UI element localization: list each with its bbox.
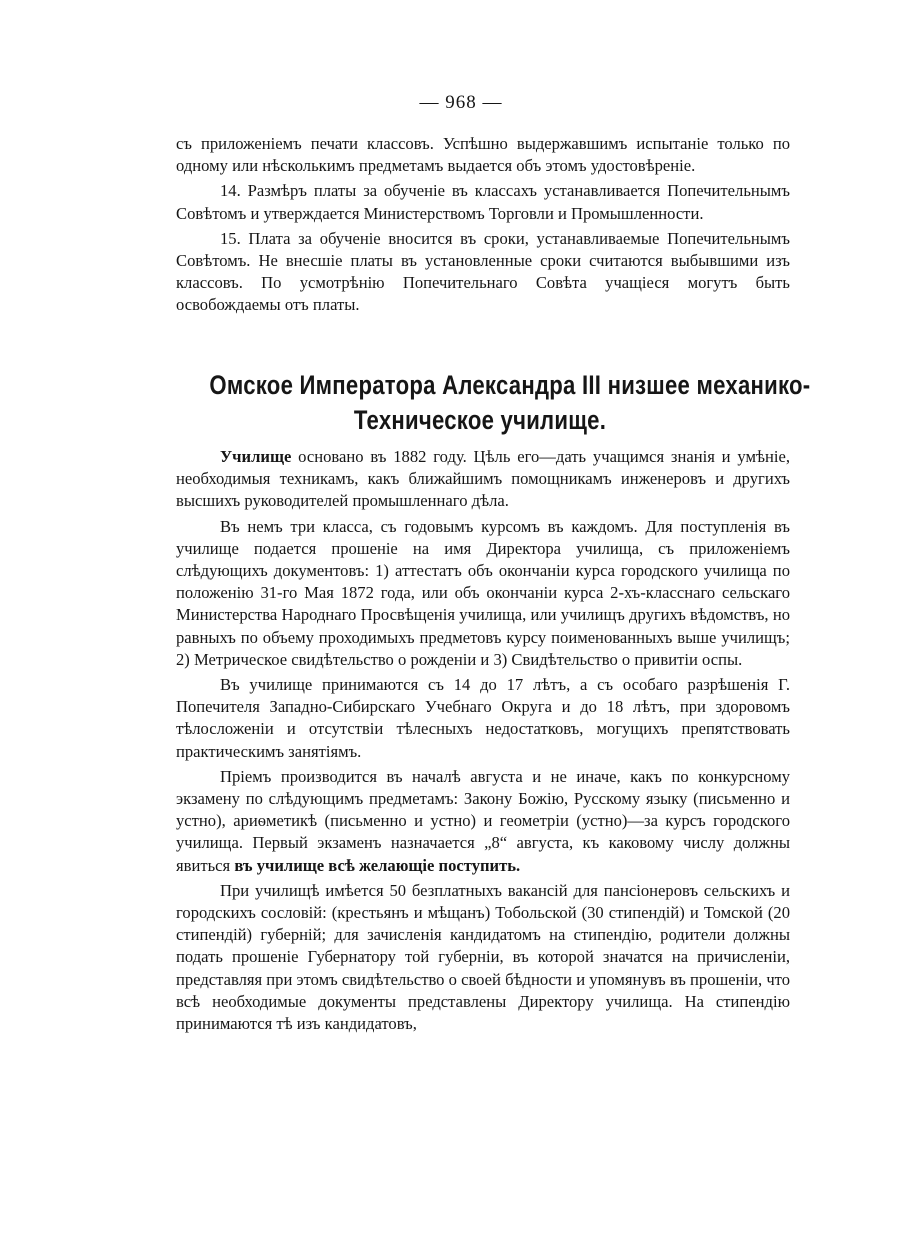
scholarships-paragraph: При училищѣ имѣется 50 безплатныхъ вакансій для пансіонеровъ сельскихъ и городскихъ сословій: (крестьянъ и мѣщанъ) Тобольской (30 стипендій) и Томской (20 стипендій) губерній; для зачисленія кандидатомъ на стипендію, родители должны подать прошеніе Губернатору той губерніи, въ которой значатся на причисленіи, представляя при этомъ свидѣтельство о своей бѣдности и упомянувъ въ прошеніи, что всѣ необходимые документы представлены Директору училища. На стипендію принимаются тѣ изъ кандидатовъ,: [176, 880, 790, 1034]
founding-paragraph: [176, 446, 790, 513]
clause-15-paragraph: 15. Плата за обученіе вносится въ сроки, устанавливаемые Попечительнымъ Совѣтомъ. Не внесшіе платы въ установленные сроки считаются выбывшими изъ классовъ. По усмотрѣнію Попечительнаго Совѣта учащіеся могутъ быть освобождаемы отъ платы.: [176, 228, 790, 315]
clause-14-paragraph: 14. Размѣръ платы за обученіе въ классахъ устанавливается Попечительнымъ Совѣтомъ и утверждается Министерствомъ Торговли и Промышленности.: [176, 181, 790, 223]
founding-lead-word: Училище: [220, 447, 292, 466]
section-heading-line-1: Омское Императора Александра III низшее механико-: [209, 370, 811, 400]
entrance-exam-emphasis: въ училище всѣ желающіе поступить.: [234, 855, 521, 875]
section-body: [176, 446, 790, 1035]
founding-text: основано въ 1882 году. Цѣль его—дать учащимся знанія и умѣніе, необходимыя техникамъ, какъ ближайшимъ помощникамъ инженеровъ и другихъ высшихъ руководителей промышленнаго дѣла.: [176, 447, 790, 511]
continuation-paragraph: съ приложеніемъ печати классовъ. Успѣшно выдержавшимъ испытаніе только по одному или нѣсколькимъ предметамъ выдается объ этомъ удостовѣреніе.: [176, 134, 790, 176]
age-requirements-paragraph: Въ училище принимаются съ 14 до 17 лѣтъ, а съ особаго разрѣшенія Г. Попечителя Западно-Сибирскаго Учебнаго Округа и до 18 лѣтъ, при здоровомъ тѣлосложеніи и отсутствіи тѣлесныхъ недостатковъ, могущихъ препятствовать практическимъ занятіямъ.: [176, 675, 790, 761]
previous-section-text: [176, 133, 790, 317]
entrance-exam-paragraph: [176, 766, 790, 877]
section-heading: [209, 368, 811, 438]
admission-documents-paragraph: Въ немъ три класса, съ годовымъ курсомъ въ каждомъ. Для поступленія въ училище подается прошеніе на имя Директора училища, съ приложеніемъ слѣдующихъ документовъ: 1) аттестатъ объ окончаніи курса городского училища по положенію 31-го Мая 1872 года, или объ окончаніи курса 2-хъ-класснаго сельскаго Министерства Народнаго Просвѣщенія училища, или училищъ другихъ вѣдомствъ, но равныхъ по объему проходимыхъ предметовъ курсу поименованныхъ выше училищъ; 2) Метрическое свидѣтельство о рожденіи и 3) Свидѣтельство о привитіи оспы.: [176, 516, 790, 669]
section-heading-line-2: Техническое училище.: [353, 405, 607, 435]
page-number: — 968 —: [419, 92, 503, 113]
entrance-exam-text: Пріемъ производится въ началѣ августа и не иначе, какъ по конкурсному экзамену по слѣдующимъ предметамъ: Закону Божію, Русскому языку (письменно и устно), ариѳметикѣ (письменно и устно) и геометріи (устно)—за курсъ городского училища. Первый экзаменъ назначается „8“ августа, къ каковому числу должны явиться: [176, 766, 790, 875]
